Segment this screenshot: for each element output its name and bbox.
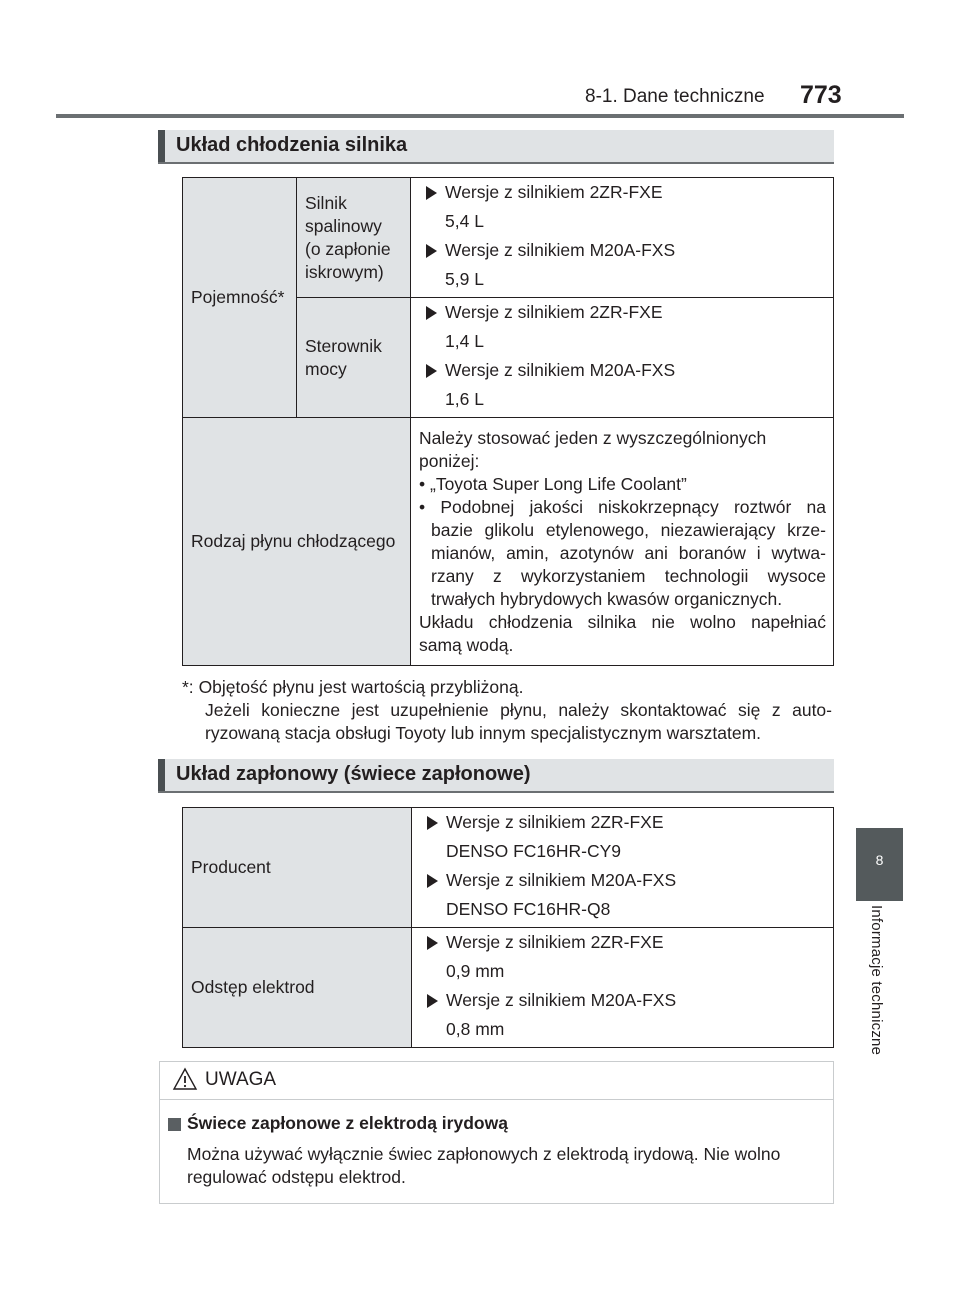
header-rule [56, 114, 904, 118]
value-text: 1,4 L [445, 331, 484, 351]
value-text: 0,9 mm [446, 961, 505, 981]
chapter-number: 8 [875, 852, 884, 868]
warning-text: Można używać wyłącznie świec zapłonowych z elektrodą irydową. Nie wolno regulować odstępu elektrod. [187, 1144, 781, 1187]
engine-values [411, 178, 834, 298]
engine-label: Silnik spalinowy (o zapłonie iskrowym) [297, 178, 411, 298]
coolant-bullet-line: rzany z wykorzystaniem technologii wysoce [431, 565, 826, 586]
arrow-icon [427, 874, 438, 888]
arrow-icon [426, 364, 437, 378]
warning-triangle-icon [172, 1067, 198, 1091]
page-header [0, 78, 960, 118]
power-values [411, 298, 834, 418]
warning-box [159, 1061, 834, 1204]
table-row [183, 418, 834, 666]
list-item: Wersje z silnikiem M20A-FXS [420, 989, 826, 1012]
arrow-icon [426, 306, 437, 320]
footnote-text: Objętość płynu jest wartością przybliżoną. [198, 677, 524, 697]
footnote-marker: *: [182, 677, 194, 697]
coolant-text: Należy stosować jeden z wyszczególnionych [419, 427, 767, 448]
coolant-label: Rodzaj płynu chłodzącego [183, 418, 411, 666]
capacity-label: Pojemność* [183, 178, 297, 418]
chapter-tab [856, 828, 903, 901]
list-item: Wersje z silnikiem M20A-FXS [420, 869, 826, 892]
cooling-table [182, 177, 834, 666]
arrow-icon [426, 186, 437, 200]
value-text: DENSO FC16HR-Q8 [446, 899, 611, 919]
ignition-table [182, 807, 834, 1048]
value-text: DENSO FC16HR-CY9 [446, 841, 622, 861]
footnote-text: ryzowaną stacja obsługi Toyoty lub innym specjalistycznym warsztatem. [205, 723, 762, 743]
footnote-text: Jeżeli konieczne jest uzupełnienie płynu, należy skontaktować się z auto- [205, 700, 832, 720]
table-row [183, 928, 834, 1048]
title-bar [158, 759, 165, 791]
coolant-text: poniżej: [419, 450, 480, 471]
cooling-title-text: Układ chłodzenia silnika [176, 134, 408, 156]
value-text: 0,8 mm [446, 1019, 505, 1039]
producer-label: Producent [183, 808, 412, 928]
warning-title: UWAGA [205, 1069, 277, 1090]
warning-header [160, 1062, 833, 1100]
arrow-icon [427, 816, 438, 830]
list-item: Wersje z silnikiem 2ZR-FXE [420, 931, 826, 954]
coolant-bullet-line: bazie glikolu etylenowego, niezawierający krze- [431, 519, 826, 540]
coolant-note: Układu chłodzenia silnika nie wolno napełniać [419, 611, 826, 632]
value-text: 1,6 L [445, 389, 484, 409]
list-item: Wersje z silnikiem M20A-FXS [419, 239, 826, 262]
coolant-values [411, 418, 834, 666]
coolant-note: samą wodą. [419, 634, 514, 655]
table-row [183, 808, 834, 928]
value-text: 5,4 L [445, 211, 484, 231]
coolant-bullet: • „Toyota Super Long Life Coolant” [419, 473, 687, 494]
gap-label: Odstęp elektrod [183, 928, 412, 1048]
producer-values [412, 808, 834, 928]
section-title: 8-1. Dane techniczne [585, 86, 765, 107]
table-row [183, 178, 834, 298]
list-item: Wersje z silnikiem M20A-FXS [419, 359, 826, 382]
title-bar [158, 130, 165, 162]
power-label: Sterownik mocy [297, 298, 411, 418]
gap-values [412, 928, 834, 1048]
warning-subtitle: Świece zapłonowe z elektrodą irydową [187, 1113, 508, 1133]
footnote [182, 676, 832, 745]
arrow-icon [427, 936, 438, 950]
coolant-bullet-line: trwałych hybrydowych kwasów organicznych. [431, 588, 783, 609]
arrow-icon [427, 994, 438, 1008]
list-item: Wersje z silnikiem 2ZR-FXE [419, 181, 826, 204]
ignition-title-text: Układ zapłonowy (świece zapłonowe) [176, 763, 531, 785]
page-number: 773 [800, 81, 842, 109]
chapter-label: Informacje techniczne [868, 905, 885, 1056]
list-item: Wersje z silnikiem 2ZR-FXE [420, 811, 826, 834]
list-item: Wersje z silnikiem 2ZR-FXE [419, 301, 826, 324]
ignition-section-title [158, 759, 834, 793]
coolant-bullet-line: mianów, amin, azotynów ani boranów i wytwa- [431, 542, 826, 563]
value-text: 5,9 L [445, 269, 484, 289]
square-bullet-icon [168, 1118, 181, 1131]
cooling-section-title [158, 130, 834, 164]
arrow-icon [426, 244, 437, 258]
coolant-bullet: • Podobnej jakości niskokrzepnący roztwór na [419, 496, 826, 517]
